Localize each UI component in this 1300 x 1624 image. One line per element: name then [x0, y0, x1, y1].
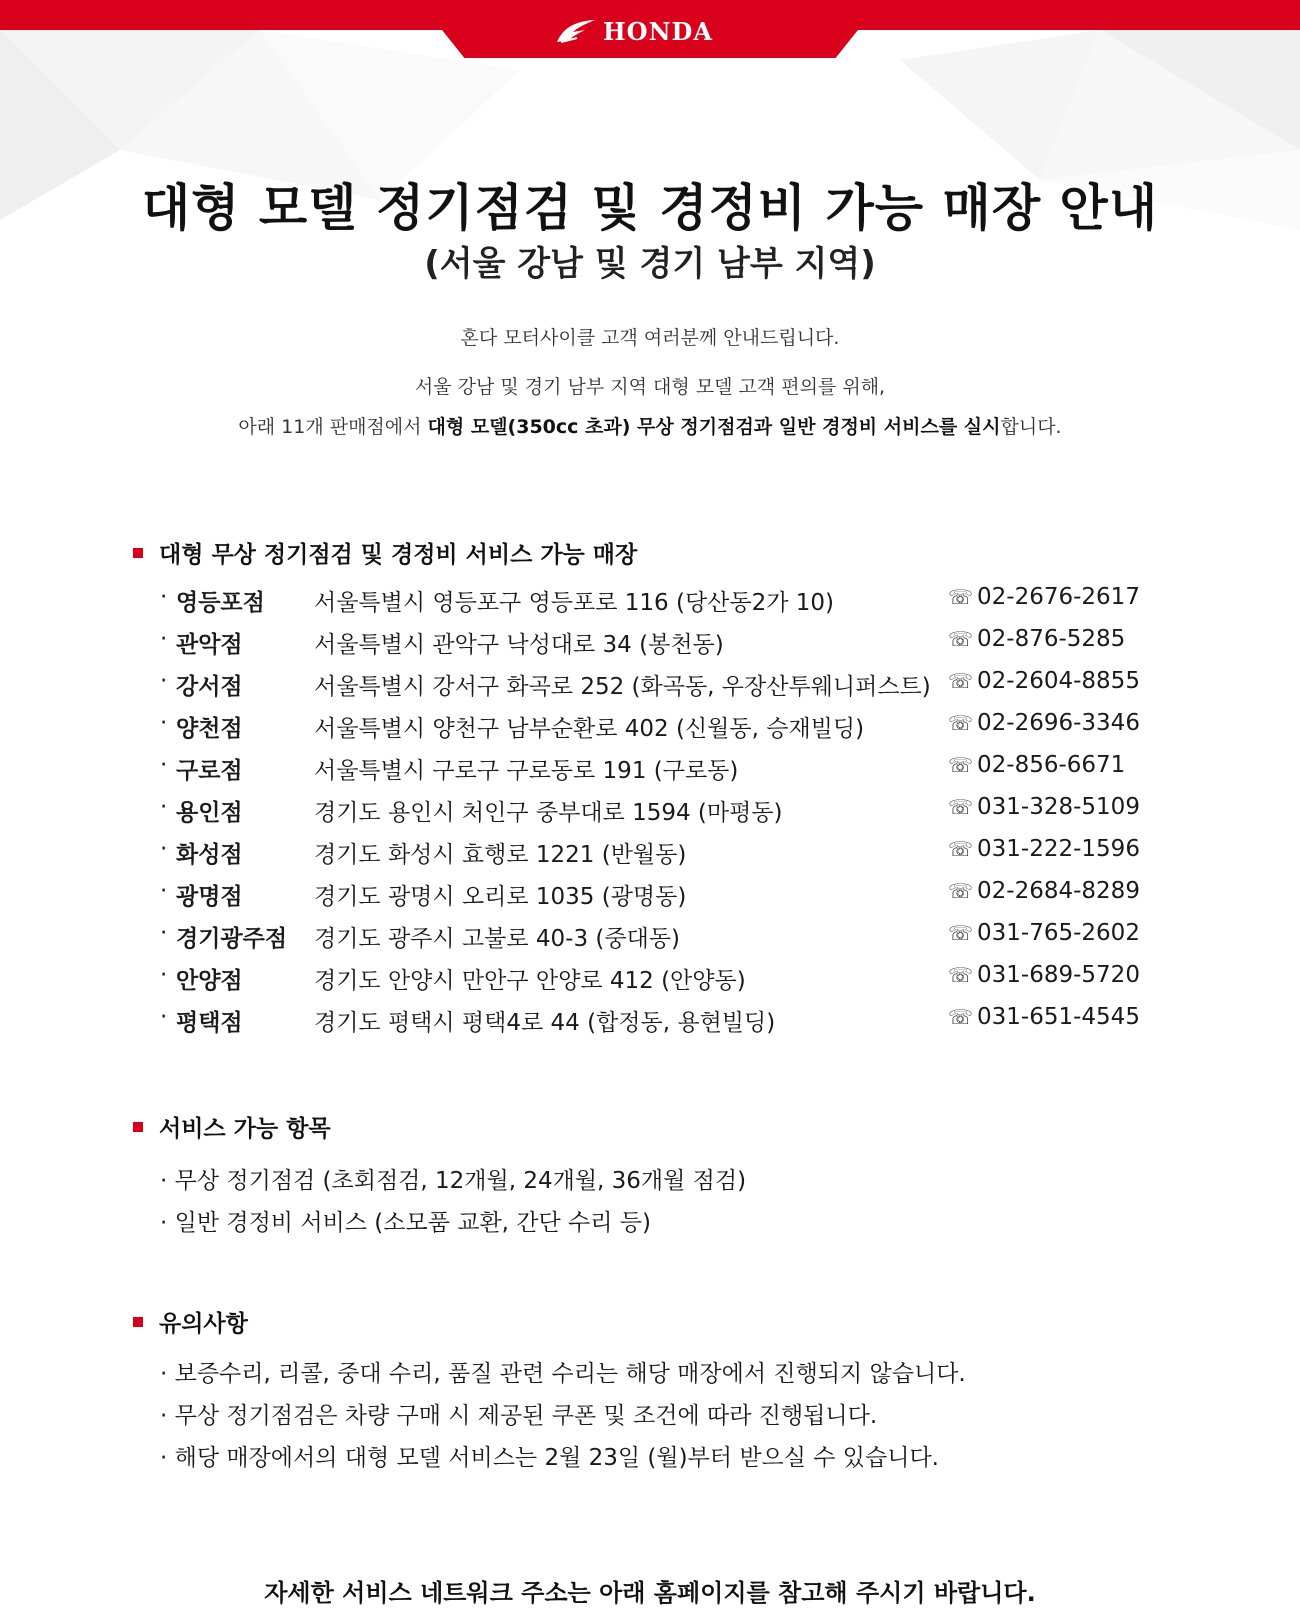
store-name: 강서점: [176, 674, 243, 700]
store-name: 구로점: [176, 758, 243, 784]
store-row: [160, 626, 1180, 668]
store-address: 경기도 평택시 평택4로 44 (합정동, 용현빌딩): [314, 1010, 776, 1036]
phone-icon: ☏: [948, 669, 974, 693]
store-phone[interactable]: [948, 584, 1140, 610]
store-phone-number[interactable]: 02-2676-2617: [977, 584, 1140, 610]
phone-icon: ☏: [948, 795, 974, 819]
list-bullet: ·: [160, 752, 168, 778]
phone-icon: ☏: [948, 585, 974, 609]
red-square-bullet-icon: [133, 1317, 143, 1327]
store-phone-number[interactable]: 02-2684-8289: [977, 878, 1140, 904]
phone-icon: ☏: [948, 837, 974, 861]
list-bullet: ·: [160, 710, 168, 736]
honda-wing-icon: [555, 18, 597, 44]
list-item: · 보증수리, 리콜, 중대 수리, 품질 관련 수리는 해당 매장에서 진행되지 않습니다.: [160, 1361, 966, 1387]
list-bullet: ·: [160, 626, 168, 652]
red-square-bullet-icon: [133, 548, 143, 558]
phone-icon: ☏: [948, 1005, 974, 1029]
store-row: [160, 878, 1180, 920]
store-phone-number[interactable]: 031-222-1596: [977, 836, 1140, 862]
store-address: 서울특별시 강서구 화곡로 252 (화곡동, 우장산투웨니퍼스트): [314, 674, 931, 700]
store-phone-number[interactable]: 02-856-6671: [977, 752, 1126, 778]
store-row: [160, 836, 1180, 878]
intro-line-3-suffix: 합니다.: [1000, 416, 1062, 438]
footer-note: 자세한 서비스 네트워크 주소는 아래 홈페이지를 참고해 주시기 바랍니다.: [264, 1579, 1036, 1607]
store-phone-number[interactable]: 031-689-5720: [977, 962, 1140, 988]
store-address: 서울특별시 양천구 남부순환로 402 (신월동, 승재빌딩): [314, 716, 865, 742]
store-phone-number[interactable]: 031-328-5109: [977, 794, 1140, 820]
list-bullet: ·: [160, 962, 168, 988]
phone-icon: ☏: [948, 921, 974, 945]
honda-logo: [555, 16, 713, 46]
store-name: 광명점: [176, 884, 243, 910]
store-phone[interactable]: [948, 920, 1140, 946]
store-address: 경기도 용인시 처인구 중부대로 1594 (마평동): [314, 800, 783, 826]
store-row: [160, 668, 1180, 710]
phone-icon: ☏: [948, 753, 974, 777]
store-phone[interactable]: [948, 1004, 1140, 1030]
store-list: [160, 584, 1180, 1046]
store-phone-number[interactable]: 031-765-2602: [977, 920, 1140, 946]
phone-icon: ☏: [948, 963, 974, 987]
services-list: [160, 1162, 746, 1246]
store-address: 경기도 안양시 만안구 안양로 412 (안양동): [314, 968, 746, 994]
page-title: 대형 모델 정기점검 및 경정비 가능 매장 안내: [141, 179, 1159, 237]
store-phone[interactable]: [948, 668, 1140, 694]
store-row: [160, 584, 1180, 626]
store-row: [160, 1004, 1180, 1046]
store-phone[interactable]: [948, 794, 1140, 820]
store-name: 화성점: [176, 842, 243, 868]
intro-greeting: 혼다 모터사이클 고객 여러분께 안내드립니다.: [460, 327, 840, 349]
store-name: 용인점: [176, 800, 243, 826]
list-item: · 무상 정기점검 (초회점검, 12개월, 24개월, 36개월 점검): [160, 1168, 747, 1194]
list-bullet: ·: [160, 1004, 168, 1030]
list-bullet: ·: [160, 584, 168, 610]
store-phone[interactable]: [948, 710, 1140, 736]
list-item: · 해당 매장에서의 대형 모델 서비스는 2월 23일 (월)부터 받으실 수 있습니다.: [160, 1445, 939, 1471]
intro-line-2: 서울 강남 및 경기 남부 지역 대형 모델 고객 편의를 위해,: [414, 376, 886, 398]
store-address: 경기도 화성시 효행로 1221 (반월동): [314, 842, 687, 868]
list-item: · 일반 경정비 서비스 (소모품 교환, 간단 수리 등): [160, 1210, 651, 1236]
page-subtitle: (서울 강남 및 경기 남부 지역): [424, 244, 876, 284]
brand-name: HONDA: [603, 16, 713, 46]
store-phone-number[interactable]: 02-2696-3346: [977, 710, 1140, 736]
store-row: [160, 962, 1180, 1004]
store-address: 서울특별시 관악구 낙성대로 34 (봉천동): [314, 632, 724, 658]
stores-heading-label: 대형 무상 정기점검 및 경정비 서비스 가능 매장: [159, 542, 638, 568]
phone-icon: ☏: [948, 879, 974, 903]
notes-heading-label: 유의사항: [159, 1311, 248, 1337]
store-address: 서울특별시 영등포구 영등포로 116 (당산동2가 10): [314, 590, 835, 616]
store-phone-number[interactable]: 031-651-4545: [977, 1004, 1140, 1030]
store-phone[interactable]: [948, 962, 1140, 988]
services-heading-label: 서비스 가능 항목: [159, 1116, 331, 1142]
store-address: 경기도 광명시 오리로 1035 (광명동): [314, 884, 687, 910]
notes-heading: [133, 1305, 248, 1338]
store-row: [160, 794, 1180, 836]
store-name: 영등포점: [176, 590, 265, 616]
store-phone[interactable]: [948, 752, 1125, 778]
store-name: 양천점: [176, 716, 243, 742]
store-phone[interactable]: [948, 626, 1125, 652]
list-bullet: ·: [160, 836, 168, 862]
intro-line-3-emphasis: 대형 모델(350cc 초과) 무상 정기점검과 일반 경정비 서비스를 실시: [427, 416, 1001, 438]
store-name: 평택점: [176, 1010, 243, 1036]
store-name: 경기광주점: [176, 926, 288, 952]
list-bullet: ·: [160, 920, 168, 946]
store-row: [160, 710, 1180, 752]
list-bullet: ·: [160, 878, 168, 904]
phone-icon: ☏: [948, 627, 974, 651]
list-bullet: ·: [160, 668, 168, 694]
list-item: · 무상 정기점검은 차량 구매 시 제공된 쿠폰 및 조건에 따라 진행됩니다.: [160, 1403, 878, 1429]
services-heading: [133, 1110, 331, 1143]
phone-icon: ☏: [948, 711, 974, 735]
store-address: 경기도 광주시 고불로 40-3 (중대동): [314, 926, 681, 952]
intro-line-3-prefix: 아래 11개 판매점에서: [238, 416, 428, 438]
store-address: 서울특별시 구로구 구로동로 191 (구로동): [314, 758, 739, 784]
store-phone[interactable]: [948, 836, 1140, 862]
store-phone-number[interactable]: 02-2604-8855: [977, 668, 1140, 694]
notes-list: [160, 1355, 966, 1481]
store-row: [160, 752, 1180, 794]
store-name: 관악점: [176, 632, 243, 658]
intro-line-3: [0, 412, 1300, 439]
red-square-bullet-icon: [133, 1122, 143, 1132]
list-bullet: ·: [160, 794, 168, 820]
store-phone[interactable]: [948, 878, 1140, 904]
store-name: 안양점: [176, 968, 243, 994]
store-row: [160, 920, 1180, 962]
stores-heading: [133, 536, 637, 569]
store-phone-number[interactable]: 02-876-5285: [977, 626, 1126, 652]
